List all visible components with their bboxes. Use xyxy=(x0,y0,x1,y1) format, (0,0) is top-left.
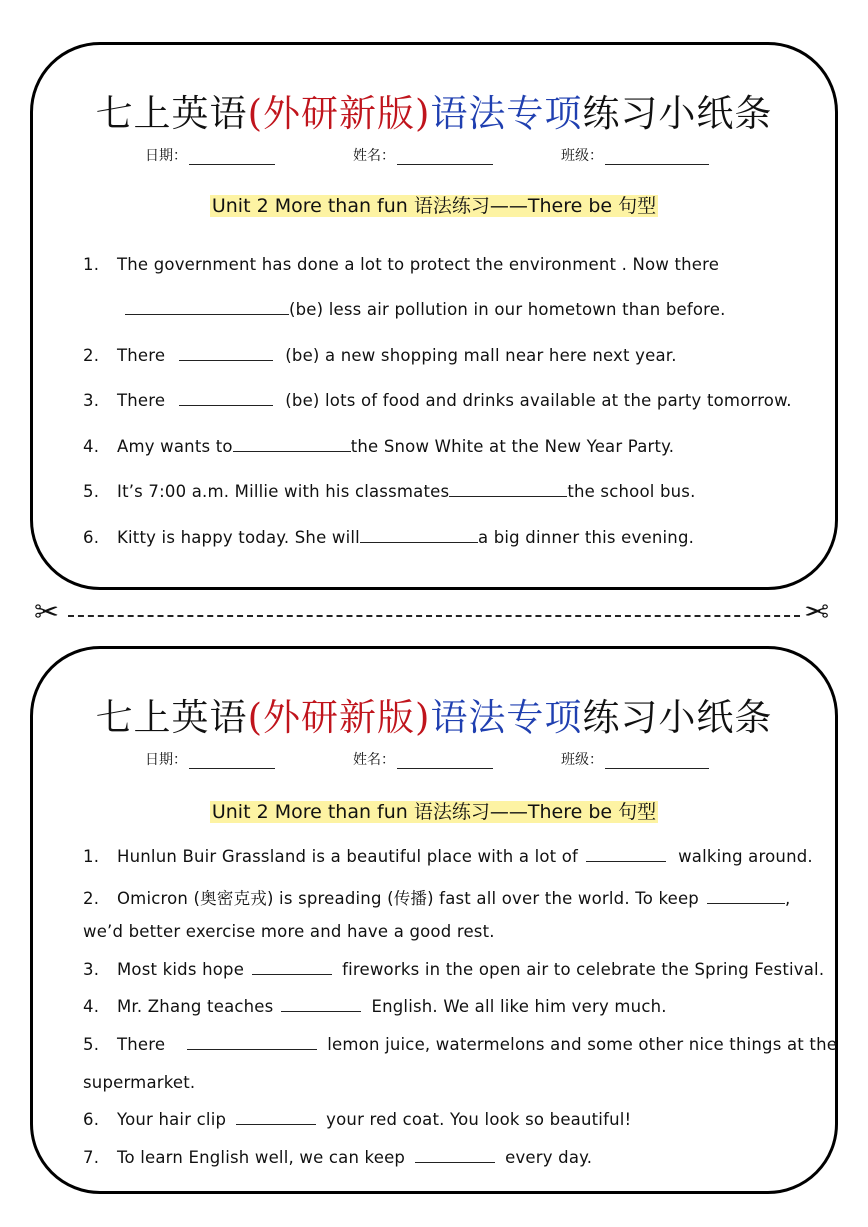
question-2: 2. There (be) a new shopping mall near here next year. xyxy=(83,346,677,365)
question-5: 5. There lemon juice, watermelons and some other nice things at the xyxy=(83,1035,838,1054)
scissors-icon: ✂ xyxy=(804,595,830,630)
question-3: 3. Most kids hope fireworks in the open air to celebrate the Spring Festival. xyxy=(83,960,825,979)
answer-blank[interactable] xyxy=(586,847,666,862)
scissors-icon: ✂ xyxy=(34,595,60,630)
question-1: 1. The government has done a lot to protect the environment . Now there xyxy=(83,255,720,274)
student-info-row xyxy=(33,749,835,771)
question-5: 5. It’s 7:00 a.m. Millie with his classmates the school bus. xyxy=(83,482,696,501)
worksheet-title: 七上英语(外研新版)语法专项练习小纸条 xyxy=(95,696,773,739)
answer-blank[interactable] xyxy=(233,437,351,452)
class-field: 班级： xyxy=(561,749,709,769)
worksheet-title: 七上英语(外研新版)语法专项练习小纸条 xyxy=(95,92,773,135)
question-6: 6. Kitty is happy today. She will a big dinner this evening. xyxy=(83,528,695,547)
question-3: 3. There (be) lots of food and drinks available at the party tomorrow. xyxy=(83,391,792,410)
answer-blank[interactable] xyxy=(187,1035,317,1050)
question-6: 6. Your hair clip your red coat. You look so beautiful! xyxy=(83,1110,632,1129)
answer-blank[interactable] xyxy=(125,300,289,315)
answer-blank[interactable] xyxy=(281,997,361,1012)
section-subtitle: Unit 2 More than fun 语法练习——There be 句型 xyxy=(211,195,657,217)
answer-blank[interactable] xyxy=(449,482,567,497)
answer-blank[interactable] xyxy=(707,889,785,904)
question-1-continued: (be) less air pollution in our hometown than before. xyxy=(125,300,815,319)
answer-blank[interactable] xyxy=(252,960,332,975)
student-info-row xyxy=(33,145,835,167)
cut-line xyxy=(68,615,800,617)
worksheet-card-bottom xyxy=(30,646,838,1194)
question-1: 1. Hunlun Buir Grassland is a beautiful place with a lot of walking around. xyxy=(83,847,813,866)
answer-blank[interactable] xyxy=(179,346,273,361)
worksheet-card-top xyxy=(30,42,838,590)
question-7: 7. To learn English well, we can keep every day. xyxy=(83,1148,593,1167)
class-blank[interactable] xyxy=(605,753,709,769)
class-field: 班级： xyxy=(561,145,709,165)
question-4: 4. Mr. Zhang teaches English. We all like him very much. xyxy=(83,997,667,1016)
answer-blank[interactable] xyxy=(236,1110,316,1125)
answer-blank[interactable] xyxy=(415,1148,495,1163)
question-4: 4. Amy wants to the Snow White at the New Year Party. xyxy=(83,437,675,456)
class-blank[interactable] xyxy=(605,149,709,165)
date-field: 日期： xyxy=(145,749,275,769)
name-blank[interactable] xyxy=(397,149,493,165)
question-2-continued: we’d better exercise more and have a good rest. xyxy=(83,922,495,941)
name-blank[interactable] xyxy=(397,753,493,769)
answer-blank[interactable] xyxy=(360,528,478,543)
answer-blank[interactable] xyxy=(179,391,273,406)
date-blank[interactable] xyxy=(189,149,275,165)
section-subtitle: Unit 2 More than fun 语法练习——There be 句型 xyxy=(211,801,657,823)
name-field: 姓名： xyxy=(353,749,493,769)
date-blank[interactable] xyxy=(189,753,275,769)
date-field: 日期： xyxy=(145,145,275,165)
name-field: 姓名： xyxy=(353,145,493,165)
question-2: 2. Omicron (奥密克戎) is spreading (传播) fast all over the world. To keep , xyxy=(83,889,791,908)
question-5-continued: supermarket. xyxy=(83,1073,196,1092)
